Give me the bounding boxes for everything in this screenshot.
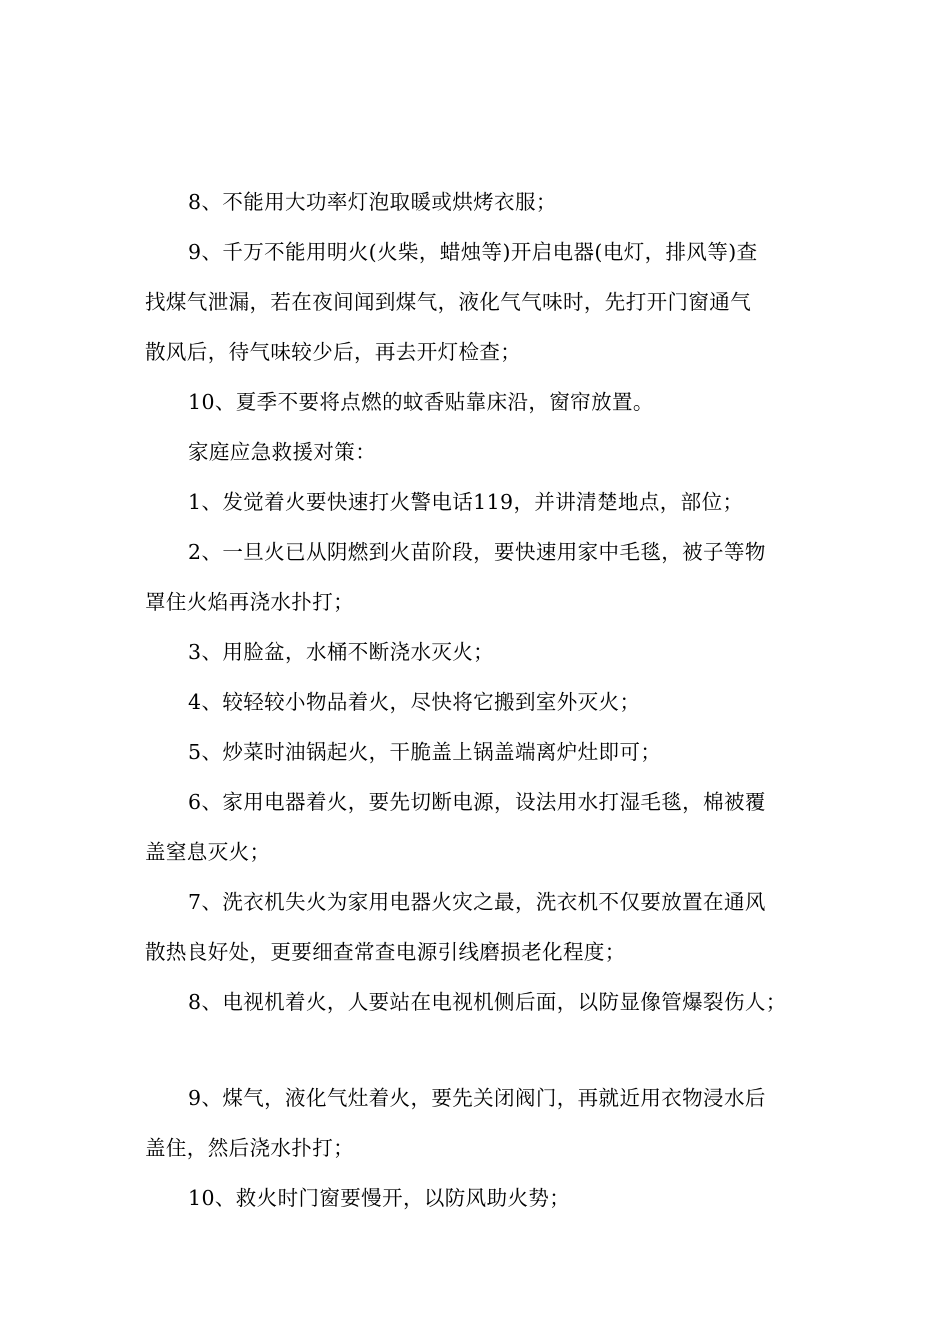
measure-item-8: 8、电视机着火，人要站在电视机侧后面，以防显像管爆裂伤人； [188, 990, 787, 1014]
measure-item-6-line-2: 盖窒息灭火； [145, 840, 271, 864]
section-heading: 家庭应急救援对策： [188, 440, 377, 464]
list-item-9-line-2: 找煤气泄漏，若在夜间闻到煤气，液化气气味时，先打开门窗通气 [145, 290, 752, 314]
list-item-10: 10、夏季不要将点燃的蚊香贴靠床沿，窗帘放置。 [188, 390, 654, 414]
measure-item-2-line-1: 2、一旦火已从阴燃到火苗阶段，要快速用家中毛毯，被子等物 [188, 540, 766, 564]
measure-item-2-line-2: 罩住火焰再浇水扑打； [145, 590, 354, 614]
measure-item-10: 10、救火时门窗要慢开，以防风助火势； [188, 1186, 571, 1210]
measure-item-1: 1、发觉着火要快速打火警电话119，并讲清楚地点，部位； [188, 490, 744, 514]
measure-item-6-line-1: 6、家用电器着火，要先切断电源，设法用水打湿毛毯，棉被覆 [188, 790, 766, 814]
measure-item-7-line-2: 散热良好处，更要细查常查电源引线磨损老化程度； [145, 940, 626, 964]
measure-item-9-line-1: 9、煤气，液化气灶着火，要先关闭阀门，再就近用衣物浸水后 [188, 1086, 766, 1110]
measure-item-9-line-2: 盖住，然后浇水扑打； [145, 1136, 354, 1160]
measure-item-7-line-1: 7、洗衣机失火为家用电器火灾之最，洗衣机不仅要放置在通风 [188, 890, 766, 914]
list-item-8: 8、不能用大功率灯泡取暖或烘烤衣服； [188, 190, 557, 214]
measure-item-5: 5、炒菜时油锅起火，干脆盖上锅盖端离炉灶即可； [188, 740, 662, 764]
measure-item-3: 3、用脸盆，水桶不断浇水灭火； [188, 640, 495, 664]
list-item-9-line-1: 9、千万不能用明火(火柴，蜡烛等)开启电器(电灯，排风等)查 [188, 240, 758, 264]
measure-item-4: 4、较轻较小物品着火，尽快将它搬到室外灭火； [188, 690, 641, 714]
list-item-9-line-3: 散风后，待气味较少后，再去开灯检查； [145, 340, 522, 364]
